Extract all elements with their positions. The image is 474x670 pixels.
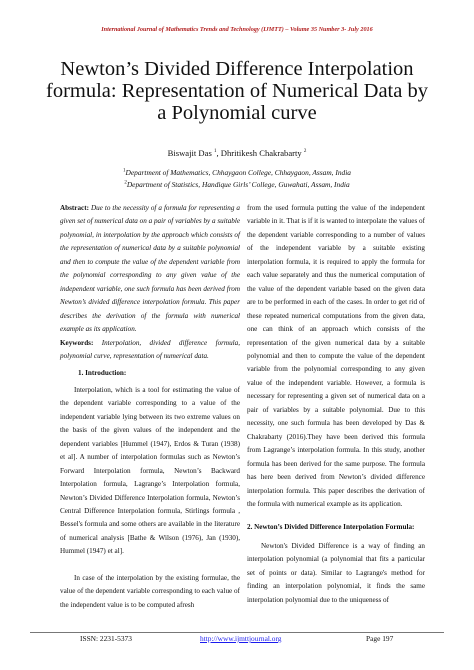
- abstract-text: Due to the necessity of a formula for representing a given set of numerical data on a pair of variables by a suitable polynomial, in interpolation by the approach which consists of the representation of numerical data by a suitable polynomial and then to compute the value of the dependent variable from the polynomial corresponding to any given value of the independent variable, one such formula has been derived from Newton’s divided difference interpolation formula. This paper describes the derivation of the formula with numerical example as its application.: [60, 204, 240, 334]
- journal-header: International Journal of Mathematics Trends and Technology (IJMTT) – Volume 35 Number 3- July 2016: [101, 26, 373, 33]
- author-2: Dhritikesh Chakrabarty: [220, 148, 302, 158]
- right-paragraph-1: from the used formula putting the value of the independent variable in it. That is if it is wanted to interpolate the values of the dependent variable corresponding to a number of values of the independent variable by a suitable existing interpolation formula, it is required to apply the formula for each value separately and thus the numerical computation of the value of the dependent variable based on the given data are to be performed in each of the cases. In order to get rid of these repeated numerical computations from the given data, one can think of an approach which consists of the representation of the given numerical data by a suitable polynomial and then to compute the value of the dependent variable from the polynomial corresponding to any given value of the independent variable. However, a formula is necessary for representing a given set of numerical data on a pair of variables by a suitable polynomial. Due to this necessity, one such formula has been developed by Das & Chakrabarty (2016).They have been derived this formula from Lagrange’s interpolation formula. In this study, another formula has been derived for the same purpose. The formula has here been derived from Newton’s divided difference interpolation formula. This paper describes the derivation of the formula with numerical example as its application.: [247, 204, 425, 508]
- footer-journal-link[interactable]: http://www.ijmttjournal.org: [200, 634, 282, 643]
- keywords-text: Interpolation, divided difference formula, polynomial curve, representation of numerical data.: [60, 338, 240, 360]
- footer-divider: [30, 632, 444, 633]
- keywords-label: Keywords:: [60, 338, 94, 347]
- keywords: [60, 337, 240, 364]
- footer-issn: ISSN: 2231-5373: [80, 634, 132, 643]
- author-2-affiliation-mark: 2: [303, 149, 307, 155]
- author-line: [0, 148, 474, 158]
- affiliation-2-text: Department of Statistics, Handique Girls’ College, Guwahati, Assam, India: [126, 180, 350, 189]
- right-column: [247, 202, 425, 607]
- paper-title: Newton’s Divided Difference Interpolation formula: Representation of Numerical Data by a Polynomial curve: [46, 58, 428, 124]
- paragraph-gap: [60, 559, 240, 572]
- affiliation-1-text: Department of Mathematics, Chhaygaon College, Chhaygaon, Assam, India: [125, 168, 351, 177]
- left-column: [60, 202, 240, 612]
- affiliation-1-mark: 1: [123, 168, 126, 174]
- abstract: [60, 202, 240, 337]
- section-2-heading: 2. Newton’s Divided Difference Interpolation Formula:: [247, 523, 415, 532]
- affiliation-1: [0, 168, 474, 177]
- intro-paragraph-1: Interpolation, which is a tool for estimating the value of the dependent variable corresponding to a value of the independent variable lying between its two extreme values on the basis of the given values of the independent and the dependent variables [Hummel (1947), Erdos & Turan (1938) et al]. A number of interpolation formulas such as Newton’s Forward Interpolation formula, Newton’s Backward Interpolation formula, Lagrange’s Interpolation formula, Newton’s Divided Difference Interpolation formula, Newton’s Central Difference Interpolation formula, Stirlings formula , Bessel's formula and some others are available in the literature of numerical analysis [Bathe & Wilson (1976), Jan (1930), Hummel (1947) et al].: [60, 385, 240, 556]
- author-separator: ,: [216, 148, 219, 158]
- affiliation-2: [0, 180, 474, 189]
- footer-page-number: Page 197: [366, 634, 394, 643]
- abstract-label: Abstract:: [60, 204, 89, 212]
- author-1: Biswajit Das: [167, 148, 212, 158]
- right-paragraph-2: Newton's Divided Difference is a way of finding an interpolation polynomial (a polynomial that fits a particular set of points or data). Similar to Lagrange's method for finding an interpolation polynomial, it finds the same interpolation polynomial due to the uniqueness of: [247, 541, 425, 604]
- section-1-heading: 1. Introduction:: [78, 369, 127, 378]
- intro-paragraph-2: In case of the interpolation by the existing formulae, the value of the dependent variable corresponding to each value of the independent value is to be computed afresh: [60, 573, 240, 609]
- affiliation-2-mark: 2: [124, 180, 127, 186]
- author-1-affiliation-mark: 1: [213, 149, 217, 155]
